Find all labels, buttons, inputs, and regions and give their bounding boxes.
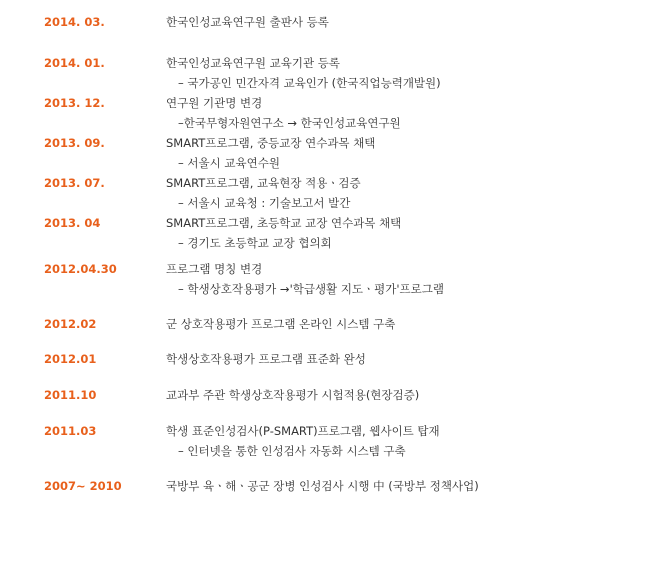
history-description: [166, 213, 636, 253]
history-date: 2013. 04: [44, 216, 101, 230]
history-description: [166, 259, 636, 299]
history-line: 프로그램 명칭 변경: [166, 262, 263, 276]
history-date: 2012.04.30: [44, 262, 117, 276]
history-date: 2013. 07.: [44, 176, 105, 190]
history-description: [166, 173, 636, 213]
history-line: 연구원 기관명 변경: [166, 96, 263, 110]
history-line: 군 상호작용평가 프로그램 온라인 시스템 구축: [166, 317, 396, 331]
history-line: 교과부 주관 학생상호작용평가 시험적용(현장검증): [166, 388, 420, 402]
history-date: 2011.03: [44, 424, 97, 438]
history-date: 2007~ 2010: [44, 479, 122, 493]
history-date: 2013. 12.: [44, 96, 105, 110]
history-line: 한국인성교육연구원 교육기관 등록: [166, 56, 340, 70]
history-date: 2011.10: [44, 388, 97, 402]
history-subline: – 국가공인 민간자격 교육인가 (한국직업능력개발원): [178, 76, 441, 90]
history-line: 국방부 육ㆍ해ㆍ공군 장병 인성검사 시행 中 (국방부 정책사업): [166, 479, 479, 493]
history-subline: – 학생상호작용평가 →'학급생활 지도ㆍ평가'프로그램: [178, 282, 444, 296]
history-description: [166, 133, 636, 173]
history-description: [166, 314, 636, 334]
history-date: 2014. 01.: [44, 56, 105, 70]
history-subline: – 인터넷을 통한 인성검사 자동화 시스템 구축: [178, 444, 406, 458]
history-description: [166, 385, 636, 405]
history-description: [166, 93, 636, 133]
history-description: [166, 349, 636, 369]
history-description: [166, 53, 636, 93]
history-line: SMART프로그램, 초등학교 교장 연수과목 채택: [166, 216, 402, 230]
history-line: 학생 표준인성검사(P-SMART)프로그램, 웹사이트 탑재: [166, 424, 440, 438]
history-subline: – 서울시 교육연수원: [178, 156, 280, 170]
history-line: 학생상호작용평가 프로그램 표준화 완성: [166, 352, 366, 366]
history-line: SMART프로그램, 중등교장 연수과목 채택: [166, 136, 376, 150]
history-date: 2013. 09.: [44, 136, 105, 150]
history-description: [166, 421, 636, 461]
history-subline: – 서울시 교육청 : 기술보고서 발간: [178, 196, 351, 210]
history-subline: – 경기도 초등학교 교장 협의회: [178, 236, 332, 250]
history-date: 2012.01: [44, 352, 97, 366]
history-date: 2012.02: [44, 317, 97, 331]
history-line: 한국인성교육연구원 출판사 등록: [166, 15, 329, 29]
history-date: 2014. 03.: [44, 15, 105, 29]
history-description: [166, 476, 636, 496]
history-line: SMART프로그램, 교육현장 적용ㆍ검증: [166, 176, 361, 190]
history-subline: –한국무형자원연구소 → 한국인성교육연구원: [178, 116, 401, 130]
history-description: [166, 12, 636, 32]
